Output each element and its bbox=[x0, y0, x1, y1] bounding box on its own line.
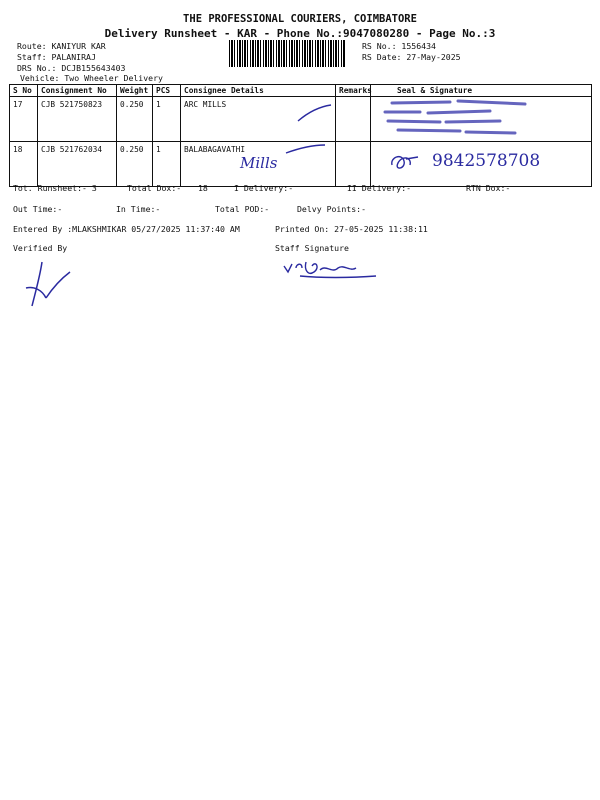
barcode bbox=[229, 40, 345, 67]
cell-sno: 18 bbox=[10, 142, 38, 187]
cell-remarks bbox=[336, 97, 371, 142]
staff-signature-label: Staff Signature bbox=[275, 243, 349, 253]
cell-consignment: CJB 521762034 bbox=[38, 142, 117, 187]
tot-runsheet: Tot. Runsheet:- 3 bbox=[13, 183, 97, 193]
col-sno: S No bbox=[10, 85, 38, 97]
printed-on: Printed On: 27-05-2025 11:38:11 bbox=[275, 224, 428, 234]
stamp-icon bbox=[380, 97, 540, 141]
rtn-dox: RTN Dox:- bbox=[466, 183, 511, 193]
total-dox-label: Total Dox:- bbox=[127, 183, 182, 193]
cell-consignee: ARC MILLS bbox=[181, 97, 336, 142]
out-time: Out Time:- bbox=[13, 204, 63, 214]
cell-pcs: 1 bbox=[153, 142, 181, 187]
col-remarks: Remarks bbox=[336, 85, 371, 97]
rs-no: RS No.: 1556434 bbox=[362, 41, 436, 51]
in-time: In Time:- bbox=[116, 204, 161, 214]
col-seal: Seal & Signature bbox=[371, 85, 592, 97]
col-consignee: Consignee Details bbox=[181, 85, 336, 97]
cell-consignment: CJB 521750823 bbox=[38, 97, 117, 142]
total-pod: Total POD:- bbox=[215, 204, 270, 214]
verified-by-label: Verified By bbox=[13, 243, 68, 253]
total-dox-value: 18 bbox=[198, 183, 208, 193]
handwritten-note: Mills bbox=[240, 154, 278, 172]
delvy-points: Delvy Points:- bbox=[297, 204, 367, 214]
col-weight: Weight bbox=[117, 85, 153, 97]
signature-scribble bbox=[388, 151, 422, 175]
runsheet-subtitle: Delivery Runsheet - KAR - Phone No.:9047080280 - Page No.:3 bbox=[104, 27, 496, 40]
route: Route: KANIYUR KAR bbox=[17, 41, 106, 51]
company-title: THE PROFESSIONAL COURIERS, COIMBATORE bbox=[183, 13, 417, 25]
verifier-signature bbox=[16, 256, 76, 316]
vehicle: Vehicle: Two Wheeler Delivery bbox=[20, 73, 163, 83]
cell-weight: 0.250 bbox=[117, 142, 153, 187]
table-header-row bbox=[10, 85, 592, 97]
rs-date: RS Date: 27-May-2025 bbox=[362, 52, 461, 62]
staff: Staff: PALANIRAJ bbox=[17, 52, 96, 62]
cell-consignee: BALABAGAVATHI bbox=[181, 142, 336, 187]
staff-signature bbox=[280, 256, 380, 284]
tick-mark-icon bbox=[283, 141, 329, 157]
ii-delivery: II Delivery:- bbox=[347, 183, 412, 193]
cell-pcs: 1 bbox=[153, 97, 181, 142]
cell-sno: 17 bbox=[10, 97, 38, 142]
company-seal-stamp bbox=[380, 97, 540, 141]
col-pcs: PCS bbox=[153, 85, 181, 97]
entered-by: Entered By :MLAKSHMIKAR 05/27/2025 11:37:40 AM bbox=[13, 224, 240, 234]
drs-no: DRS No.: DCJB155643403 bbox=[17, 63, 126, 73]
handwritten-phone: 9842578708 bbox=[432, 151, 541, 171]
cell-remarks bbox=[336, 142, 371, 187]
cell-weight: 0.250 bbox=[117, 97, 153, 142]
i-delivery: I Delivery:- bbox=[234, 183, 294, 193]
tick-mark-icon bbox=[295, 103, 335, 125]
col-consignment: Consignment No bbox=[38, 85, 117, 97]
